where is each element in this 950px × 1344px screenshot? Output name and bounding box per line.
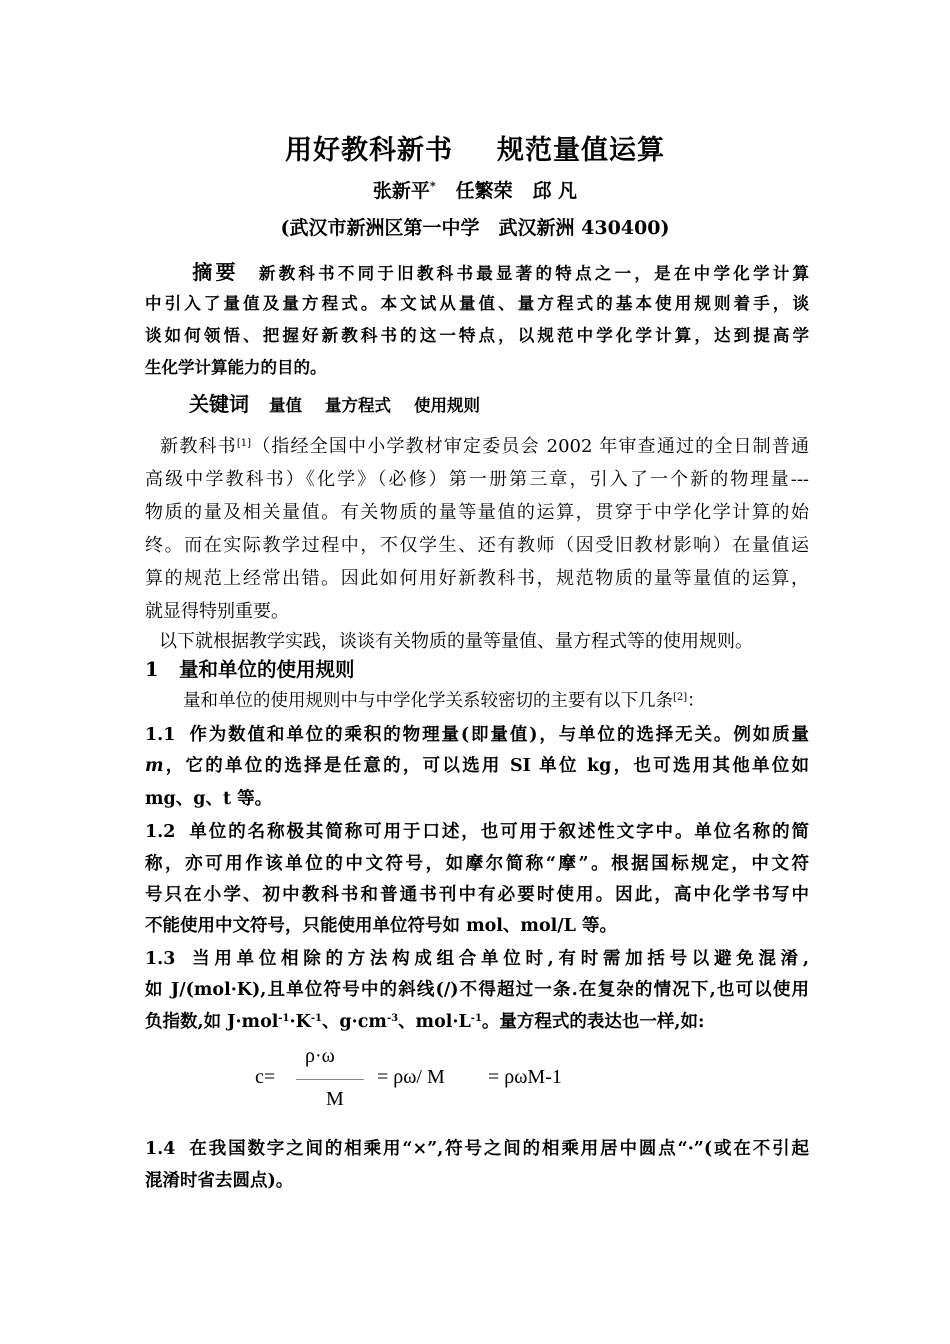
- subsection-1-4-number: 1.4: [145, 1139, 176, 1159]
- equation-lhs: c=: [255, 1066, 276, 1088]
- citation-1: [1]: [236, 438, 252, 449]
- intro-line-3: 物质的量及相关量值。有关物质的量等量值的运算，贯穿于中学化学计算的始: [145, 502, 809, 523]
- abstract-line-4: 生化学计算能力的目的。: [145, 358, 327, 377]
- section-1-lead: 量和单位的使用规则中与中学化学关系较密切的主要有以下几条[2]：: [183, 691, 705, 711]
- affiliation: (武汉市新洲区第一中学 武汉新洲 430400): [280, 217, 670, 239]
- subsection-1-2-line-3: 号只在小学、初中教科书和普通书刊中有必要时使用。因此，高中化学书写中: [145, 885, 809, 905]
- section-1-heading: [145, 654, 355, 682]
- intro-line-4: 终。而在实际教学过程中，不仅学生、还有教师（因受旧教材影响）在量值运: [145, 535, 809, 556]
- author-3: 邱 凡: [532, 180, 578, 202]
- subsection-1-2-line-4: 不能使用中文符号，只能使用单位符号如 mol、mol/L 等。: [145, 916, 618, 936]
- subsection-1-1-line-2: m，它的单位的选择是任意的，可以选用 SI 单位 kg，也可选用其他单位如: [145, 756, 809, 776]
- subsection-1-3-line-2: 如 J/(mol·K),且单位符号中的斜线(/)不得超过一条.在复杂的情况下,也可以使用: [145, 980, 809, 1000]
- intro-line-1: 新教科书[1]（指经全国中小学教材审定委员会 2002 年审查通过的全日制普通: [159, 436, 810, 457]
- subsection-1-1-line-3: mg、g、t 等。: [145, 789, 273, 809]
- keyword-3: 使用规则: [413, 396, 480, 415]
- equation-numerator: ρ·ω: [305, 1045, 335, 1067]
- keywords-line: [145, 388, 809, 417]
- equation-denominator: M: [326, 1088, 344, 1110]
- article-title: [0, 128, 950, 167]
- subsection-1-2-line-2: 称，亦可用作该单位的中文符号，如摩尔简称“摩”。根据国标规定，中文符: [145, 854, 809, 874]
- abstract-line-1: 摘要 新教科书不同于旧教科书最显著的特点之一，是在中学化学计算: [189, 260, 810, 284]
- corresponding-mark: *: [429, 179, 436, 193]
- intro-line-2: 高级中学教科书）《化学》（必修）第一册第三章，引入了一个新的物理量---: [145, 469, 809, 490]
- author-2: 任繁荣: [455, 180, 513, 202]
- author-line: [0, 176, 950, 203]
- equation-middle: = ρω/ M: [377, 1066, 445, 1088]
- subsection-1-4-line-1: 1.4 在我国数字之间的相乘用“×”,符号之间的相乘用居中圆点“·”(或在不引起: [145, 1139, 809, 1159]
- abstract-label: 摘要: [189, 260, 239, 284]
- subsection-1-1-line-1: 1.1 作为数值和单位的乘积的物理量(即量值)，与单位的选择无关。例如质量: [145, 725, 809, 745]
- keyword-1: 量值: [269, 396, 302, 415]
- author-1: 张新平: [372, 180, 430, 202]
- keywords-label: 关键词: [189, 392, 249, 416]
- subsection-1-2-line-1: 1.2 单位的名称极其简称可用于口述，也可用于叙述性文字中。单位名称的简: [145, 822, 809, 842]
- abstract-line-3: 谈如何领悟、把握好新教科书的这一特点，以规范中学化学计算，达到提高学: [145, 326, 809, 345]
- subsection-1-3-line-3: 负指数,如 $J\cdot mol^{-1}\cdot K^{-1}$、$g\cdot cm^{-3}$、$mol\cdot L^{-1}$。量方程式的表达也一样,如:: [145, 1012, 705, 1032]
- citation-2: [2]: [673, 692, 688, 703]
- subsection-1-3-line-1: 1.3 当用单位相除的方法构成组合单位时,有时需加括号以避免混淆,: [145, 949, 809, 969]
- fraction-bar: [296, 1079, 364, 1080]
- section-1-number: 1: [145, 658, 159, 681]
- subsection-1-2-number: 1.2: [145, 822, 176, 842]
- title-part-2: 规范量值运算: [497, 135, 665, 166]
- intro-paragraph-2: 以下就根据教学实践，谈谈有关物质的量等量值、量方程式等的使用规则。: [159, 631, 753, 652]
- subsection-1-4-line-2: 混淆时省去圆点)。: [145, 1171, 294, 1191]
- section-1-title: 量和单位的使用规则: [179, 658, 355, 681]
- intro-line-6: 就显得特别重要。: [145, 601, 289, 622]
- subsection-1-3-number: 1.3: [145, 949, 176, 969]
- keyword-2: 量方程式: [324, 396, 391, 415]
- subsection-1-1-number: 1.1: [145, 725, 176, 745]
- abstract-line-2: 中引入了量值及量方程式。本文试从量值、量方程式的基本使用规则着手，谈: [145, 294, 809, 313]
- equation-rhs: = ρωM-1: [488, 1066, 562, 1088]
- mass-symbol: m: [145, 756, 164, 776]
- title-part-1: 用好教科新书: [285, 135, 453, 166]
- intro-line-5: 算的规范上经常出错。因此如何用好新教科书，规范物质的量等量值的运算，: [145, 568, 809, 589]
